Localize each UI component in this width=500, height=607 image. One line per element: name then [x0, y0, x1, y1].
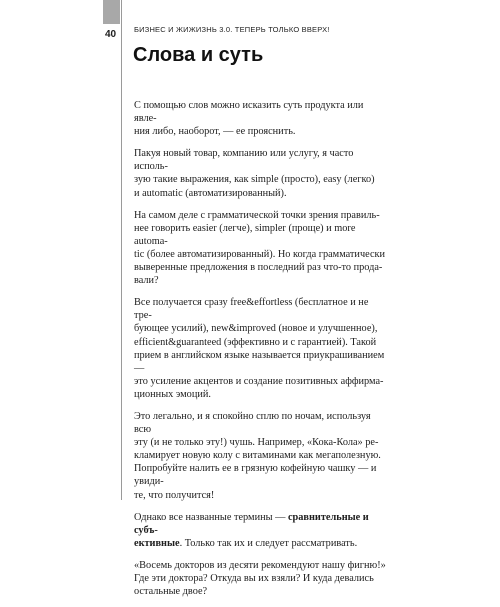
text-run: выверенные предложения в последний раз что-то прода-	[134, 262, 383, 274]
text-run: Все получается сразу free&effortless (бесплатное и не тре-	[134, 297, 369, 322]
text-run: Попробуйте налить ее в грязную кофейную чашку — и увиди-	[134, 463, 377, 488]
body-text	[134, 99, 386, 607]
text-run: Однако все названные термины —	[134, 511, 288, 523]
page-edge-tab	[103, 0, 120, 24]
text-run: Где эти доктора? Откуда вы их взяли? И куда девались	[134, 573, 374, 584]
text-run: efficient&guaranteed (эффективно и с гарантией). Такой	[134, 336, 377, 348]
text-run: прием в английском языке называется приукрашиванием —	[134, 349, 385, 374]
paragraph	[134, 559, 386, 598]
text-run: ционных эмоций.	[134, 388, 211, 400]
text-run: эту (и не только эту!) чушь. Например, «Кока-Кола» ре-	[134, 437, 379, 449]
text-run: остальные двое?	[134, 586, 208, 598]
text-run: кламирует новую колу с витаминами как мегаполезную.	[134, 450, 381, 462]
text-run: это усиление акцентов и создание позитивных аффирма-	[134, 375, 384, 387]
paragraph	[134, 99, 386, 138]
emphasis-text: сравнительные и субъ-	[134, 511, 369, 536]
text-run: «Восемь докторов из десяти рекомендуют нашу фигню!»	[134, 559, 386, 571]
text-run: Пакуя новый товар, компанию или услугу, я часто исполь-	[134, 148, 354, 173]
paragraph	[134, 147, 386, 199]
margin-rule	[121, 0, 122, 500]
text-run: те, что получится!	[134, 489, 215, 501]
paragraph	[134, 209, 386, 288]
text-run: вали?	[134, 275, 159, 287]
paragraph	[134, 511, 386, 550]
running-header: БИЗНЕС И ЖИЖИЗНЬ 3.0. ТЕПЕРЬ ТОЛЬКО ВВЕРХ!	[134, 25, 330, 34]
text-run: tic (более автоматизированный). Но когда грамматически	[134, 248, 386, 260]
text-run: нее говорить easier (легче), simpler (проще) и more automa-	[134, 222, 356, 247]
text-run: Это легально, и я спокойно сплю по ночам, используя всю	[134, 410, 371, 436]
text-run: и automatic (автоматизированный).	[134, 187, 287, 199]
text-run: бующее усилий), new&improved (новое и улучшенное),	[134, 323, 378, 335]
text-run: С помощью слов можно исказить суть продукта или явле-	[134, 100, 364, 125]
text-run: . Только так их и следует рассматривать.	[179, 537, 358, 549]
text-run: На самом деле с грамматической точки зрения правиль-	[134, 209, 380, 221]
paragraph	[134, 296, 386, 401]
chapter-title: Слова и суть	[133, 44, 264, 66]
text-run: зую такие выражения, как simple (просто), easy (легко)	[134, 174, 375, 186]
emphasis-text: ективные	[134, 537, 180, 549]
paragraph	[134, 410, 386, 502]
text-run: ния либо, наоборот, — ее прояснить.	[134, 126, 296, 138]
page-number: 40	[105, 29, 117, 40]
